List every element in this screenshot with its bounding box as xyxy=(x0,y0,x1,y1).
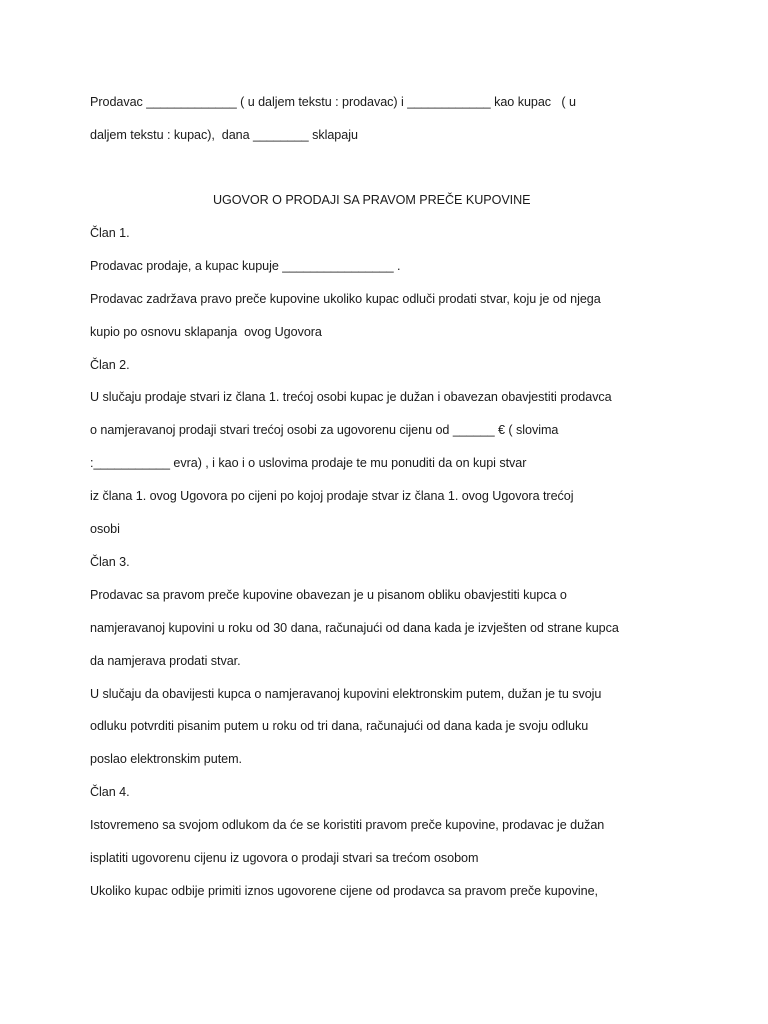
article-3-line-5: odluku potvrditi pisanim putem u roku od tri dana, računajući od dana kada je svoju odluku xyxy=(90,719,589,733)
article-1-heading: Član 1. xyxy=(90,226,130,240)
article-2-line-4: iz člana 1. ovog Ugovora po cijeni po kojoj prodaje stvar iz člana 1. ovog Ugovora trećoj xyxy=(90,489,574,503)
contract-title: UGOVOR O PRODAJI SA PRAVOM PREČE KUPOVINE xyxy=(213,193,531,207)
intro-line-2: daljem tekstu : kupac), dana ________ sklapaju xyxy=(90,128,358,142)
article-2-line-1: U slučaju prodaje stvari iz člana 1. trećoj osobi kupac je dužan i obavezan obavjestiti prodavca xyxy=(90,390,612,404)
article-3-line-2: namjeravanoj kupovini u roku od 30 dana, računajući od dana kada je izvješten od strane kupca xyxy=(90,621,619,635)
article-4-heading: Član 4. xyxy=(90,785,130,799)
article-3-heading: Član 3. xyxy=(90,555,130,569)
intro-line-1: Prodavac _____________ ( u daljem tekstu : prodavac) i ____________ kao kupac ( u xyxy=(90,95,576,109)
article-3-line-3: da namjerava prodati stvar. xyxy=(90,654,241,668)
article-1-line-3: kupio po osnovu sklapanja ovog Ugovora xyxy=(90,325,322,339)
article-4-line-3: Ukoliko kupac odbije primiti iznos ugovorene cijene od prodavca sa pravom preče kupovine, xyxy=(90,884,598,898)
article-3-line-4: U slučaju da obavijesti kupca o namjeravanoj kupovini elektronskim putem, dužan je tu svoju xyxy=(90,687,602,701)
article-1-line-1: Prodavac prodaje, a kupac kupuje ________________ . xyxy=(90,259,401,273)
article-3-line-6: poslao elektronskim putem. xyxy=(90,752,242,766)
article-4-line-2: isplatiti ugovorenu cijenu iz ugovora o prodaji stvari sa trećom osobom xyxy=(90,851,479,865)
article-2-line-3: :___________ evra) , i kao i o uslovima prodaje te mu ponuditi da on kupi stvar xyxy=(90,456,527,470)
article-1-line-2: Prodavac zadržava pravo preče kupovine ukoliko kupac odluči prodati stvar, koju je od njega xyxy=(90,292,601,306)
article-2-line-5: osobi xyxy=(90,522,120,536)
article-2-line-2: o namjeravanoj prodaji stvari trećoj osobi za ugovorenu cijenu od ______ € ( slovima xyxy=(90,423,559,437)
article-2-heading: Član 2. xyxy=(90,358,130,372)
article-3-line-1: Prodavac sa pravom preče kupovine obavezan je u pisanom obliku obavjestiti kupca o xyxy=(90,588,567,602)
article-4-line-1: Istovremeno sa svojom odlukom da će se koristiti pravom preče kupovine, prodavac je dužan xyxy=(90,818,605,832)
